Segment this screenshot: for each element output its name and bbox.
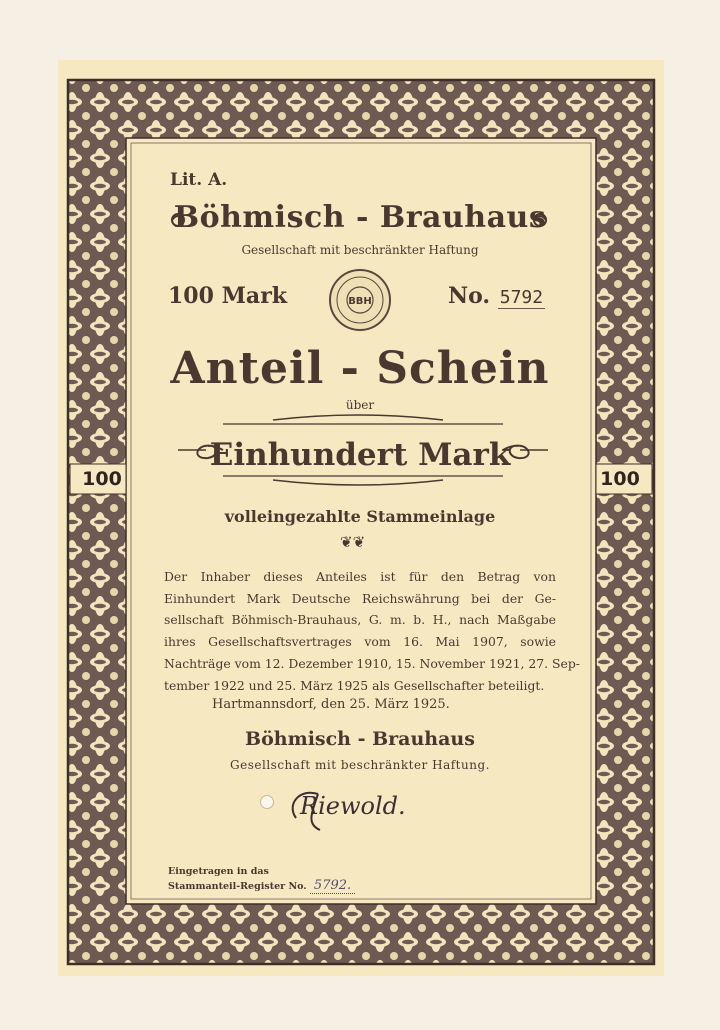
seal-monogram: BBH (348, 296, 372, 307)
register-label: Stammanteil-Register No. (168, 881, 307, 892)
body-line: Nachträge vom 12. Dezember 1910, 15. November 1921, 27. Sep- (164, 655, 580, 671)
signature-image (260, 778, 490, 840)
place-date: Hartmannsdorf, den 25. März 1925. (212, 697, 450, 712)
punch-hole (260, 795, 274, 809)
ueber-label: über (345, 398, 375, 412)
signature-subtitle: Gesellschaft mit beschränkter Haftung. (230, 758, 490, 772)
company-name: Böhmisch - Brauhaus (173, 200, 547, 235)
fleuron-ornament: ❦❦ (340, 533, 366, 551)
number-value: 5792 (499, 287, 544, 308)
number-label: No. (448, 283, 491, 309)
certificate-number (448, 283, 545, 309)
paid-in-label: volleingezahlte Stammeinlage (224, 507, 496, 526)
body-line: Der Inhaber dieses Anteiles ist für den Betrag von (164, 569, 556, 584)
body-line: Einhundert Mark Deutsche Reichswährung bei der Ge- (164, 590, 556, 606)
certificate-title: Anteil - Schein (170, 343, 550, 394)
body-line: tember 1922 und 25. März 1925 als Gesellschafter beteiligt. (164, 677, 545, 693)
company-subtitle: Gesellschaft mit beschränkter Haftung (241, 243, 479, 257)
side-value-left: 100 (82, 468, 122, 490)
company-seal (330, 270, 390, 330)
signature-text: Riewold. (300, 792, 406, 820)
register-line-1: Eingetragen in das (168, 866, 269, 877)
body-line: ihres Gesellschaftsvertrages vom 16. Mai 1907, sowie (164, 634, 556, 650)
certificate-body (164, 566, 580, 696)
signature-company: Böhmisch - Brauhaus (245, 728, 475, 750)
series-label: Lit. A. (170, 170, 228, 190)
register-line-2 (168, 878, 355, 893)
body-line: sellschaft Böhmisch-Brauhaus, G. m. b. H., nach Maßgabe (164, 612, 556, 628)
side-value-right: 100 (600, 468, 640, 490)
register-number: 5792. (310, 878, 355, 894)
denomination-text: Einhundert Mark (209, 437, 511, 473)
face-amount: 100 Mark (168, 283, 288, 309)
